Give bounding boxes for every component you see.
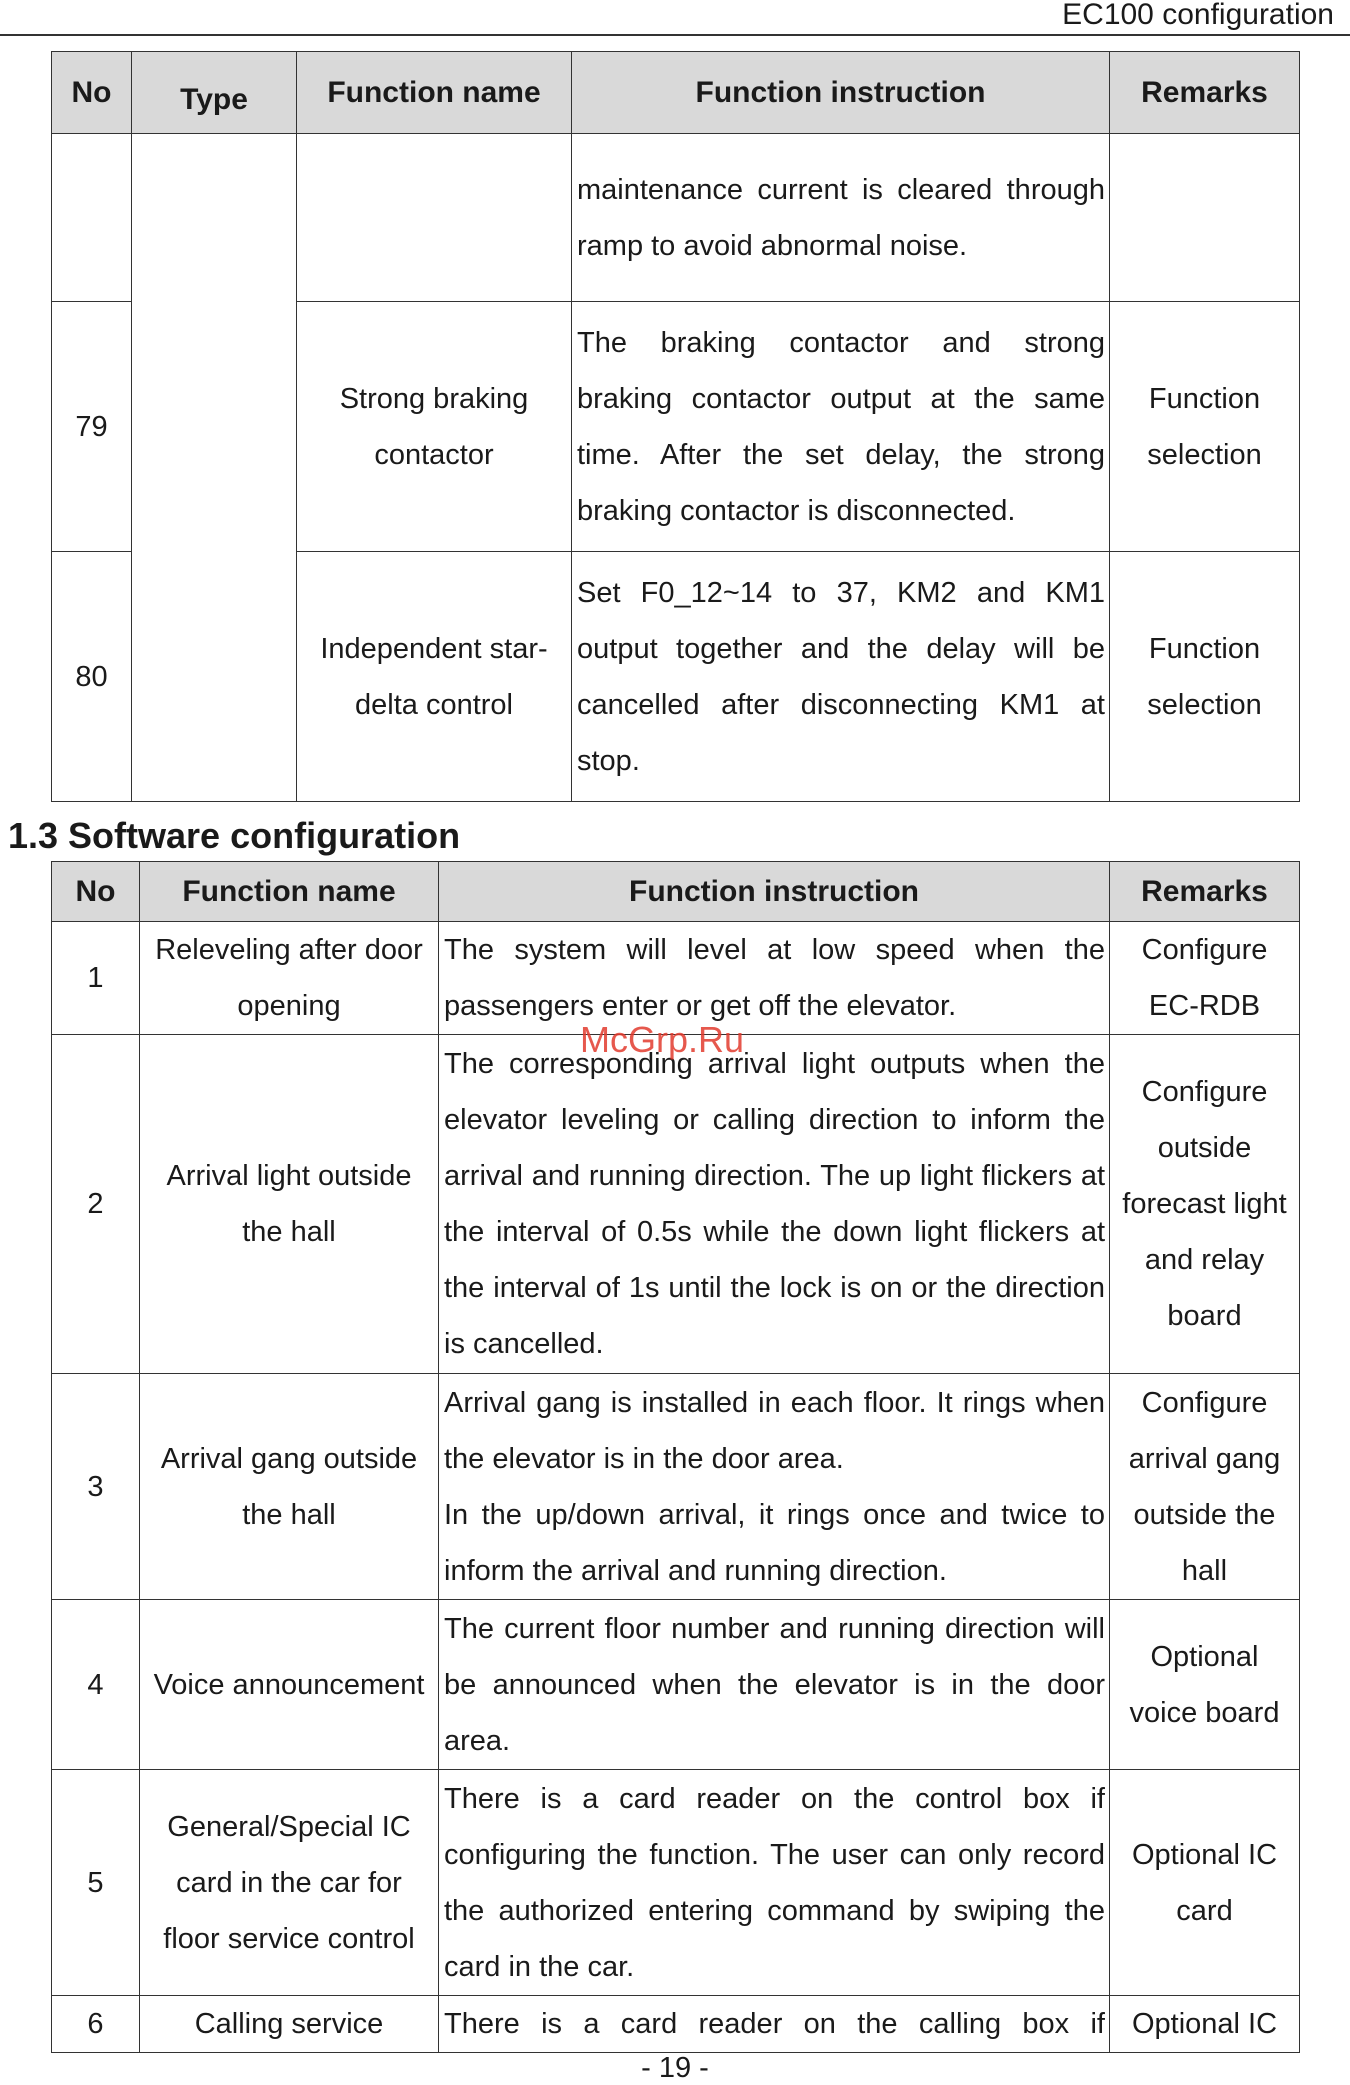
row-no: 3 [52,1374,140,1600]
row-instruction: The braking contactor and strong braking contactor output at the same time. After the set delay, the strong braking contactor is disconnected. [572,302,1110,552]
table-row [52,922,1300,1035]
row-no: 79 [52,302,132,552]
row-remarks: Optional voice board [1110,1600,1300,1770]
table-row [52,1770,1300,1996]
row-instruction: The current floor number and running direction will be announced when the elevator is in the door area. [439,1600,1110,1770]
header-divider [0,34,1350,36]
header-remarks: Remarks [1110,52,1300,134]
row-function-name [297,134,572,302]
row-remarks [1110,134,1300,302]
table-row [52,134,1300,302]
hardware-function-table [51,51,1300,802]
row-remarks: Configure arrival gang outside the hall [1110,1374,1300,1600]
row-no: 6 [52,1996,140,2053]
table-row [52,1035,1300,1374]
header-no: No [52,52,132,134]
watermark: McGrp.Ru [580,1019,745,1060]
row-remarks: Configure EC-RDB [1110,922,1300,1035]
row-function-name: Strong braking contactor [297,302,572,552]
row-no: 2 [52,1035,140,1374]
header-remarks: Remarks [1110,862,1300,922]
row-function-name: General/Special IC card in the car for floor service control [140,1770,439,1996]
table-row [52,1996,1300,2053]
type-cell [132,134,297,802]
row-remarks: Optional IC [1110,1996,1300,2053]
row-function-name: Independent star-delta control [297,552,572,802]
header-type: Type [132,52,297,134]
row-no: 80 [52,552,132,802]
row-function-name: Calling service [140,1996,439,2053]
header-function-instruction: Function instruction [439,862,1110,922]
row-instruction [439,1374,1110,1600]
row-instruction-part-1: Arrival gang is installed in each floor. It rings when the elevator is in the door area. [444,1386,1105,1475]
row-instruction-part-2: In the up/down arrival, it rings once and twice to inform the arrival and running direction. [444,1498,1105,1587]
row-function-name: Arrival light outside the hall [140,1035,439,1374]
section-title: 1.3 Software configuration [8,815,461,856]
row-function-name: Releveling after door opening [140,922,439,1035]
row-instruction: There is a card reader on the calling box if [439,1996,1110,2053]
row-instruction: There is a card reader on the control box if configuring the function. The user can only record the authorized entering command by swiping the card in the car. [439,1770,1110,1996]
row-remarks: Configure outside forecast light and relay board [1110,1035,1300,1374]
header-function-instruction: Function instruction [572,52,1110,134]
row-instruction: The system will level at low speed when the passengers enter or get off the elevator. [439,922,1110,1035]
table-row [52,1600,1300,1770]
row-remarks: Optional IC card [1110,1770,1300,1996]
row-instruction: maintenance current is cleared through ramp to avoid abnormal noise. [572,134,1110,302]
row-no: 4 [52,1600,140,1770]
row-no: 5 [52,1770,140,1996]
page-number: - 19 - [641,2052,709,2084]
row-remarks: Function selection [1110,302,1300,552]
header-function-name: Function name [140,862,439,922]
header-no: No [52,862,140,922]
row-remarks: Function selection [1110,552,1300,802]
row-no: 1 [52,922,140,1035]
header-function-name: Function name [297,52,572,134]
row-function-name: Voice announcement [140,1600,439,1770]
row-function-name: Arrival gang outside the hall [140,1374,439,1600]
row-instruction: The corresponding arrival light outputs when the elevator leveling or calling direction to inform the arrival and running direction. The up light flickers at the interval of 0.5s while the down light flickers at the interval of 1s until the lock is on or the direction is cancelled. [439,1035,1110,1374]
document-header-title: EC100 configuration [1062,0,1334,31]
row-instruction: Set F0_12~14 to 37, KM2 and KM1 output together and the delay will be cancelled after disconnecting KM1 at stop. [572,552,1110,802]
table-row [52,1374,1300,1600]
row-no [52,134,132,302]
